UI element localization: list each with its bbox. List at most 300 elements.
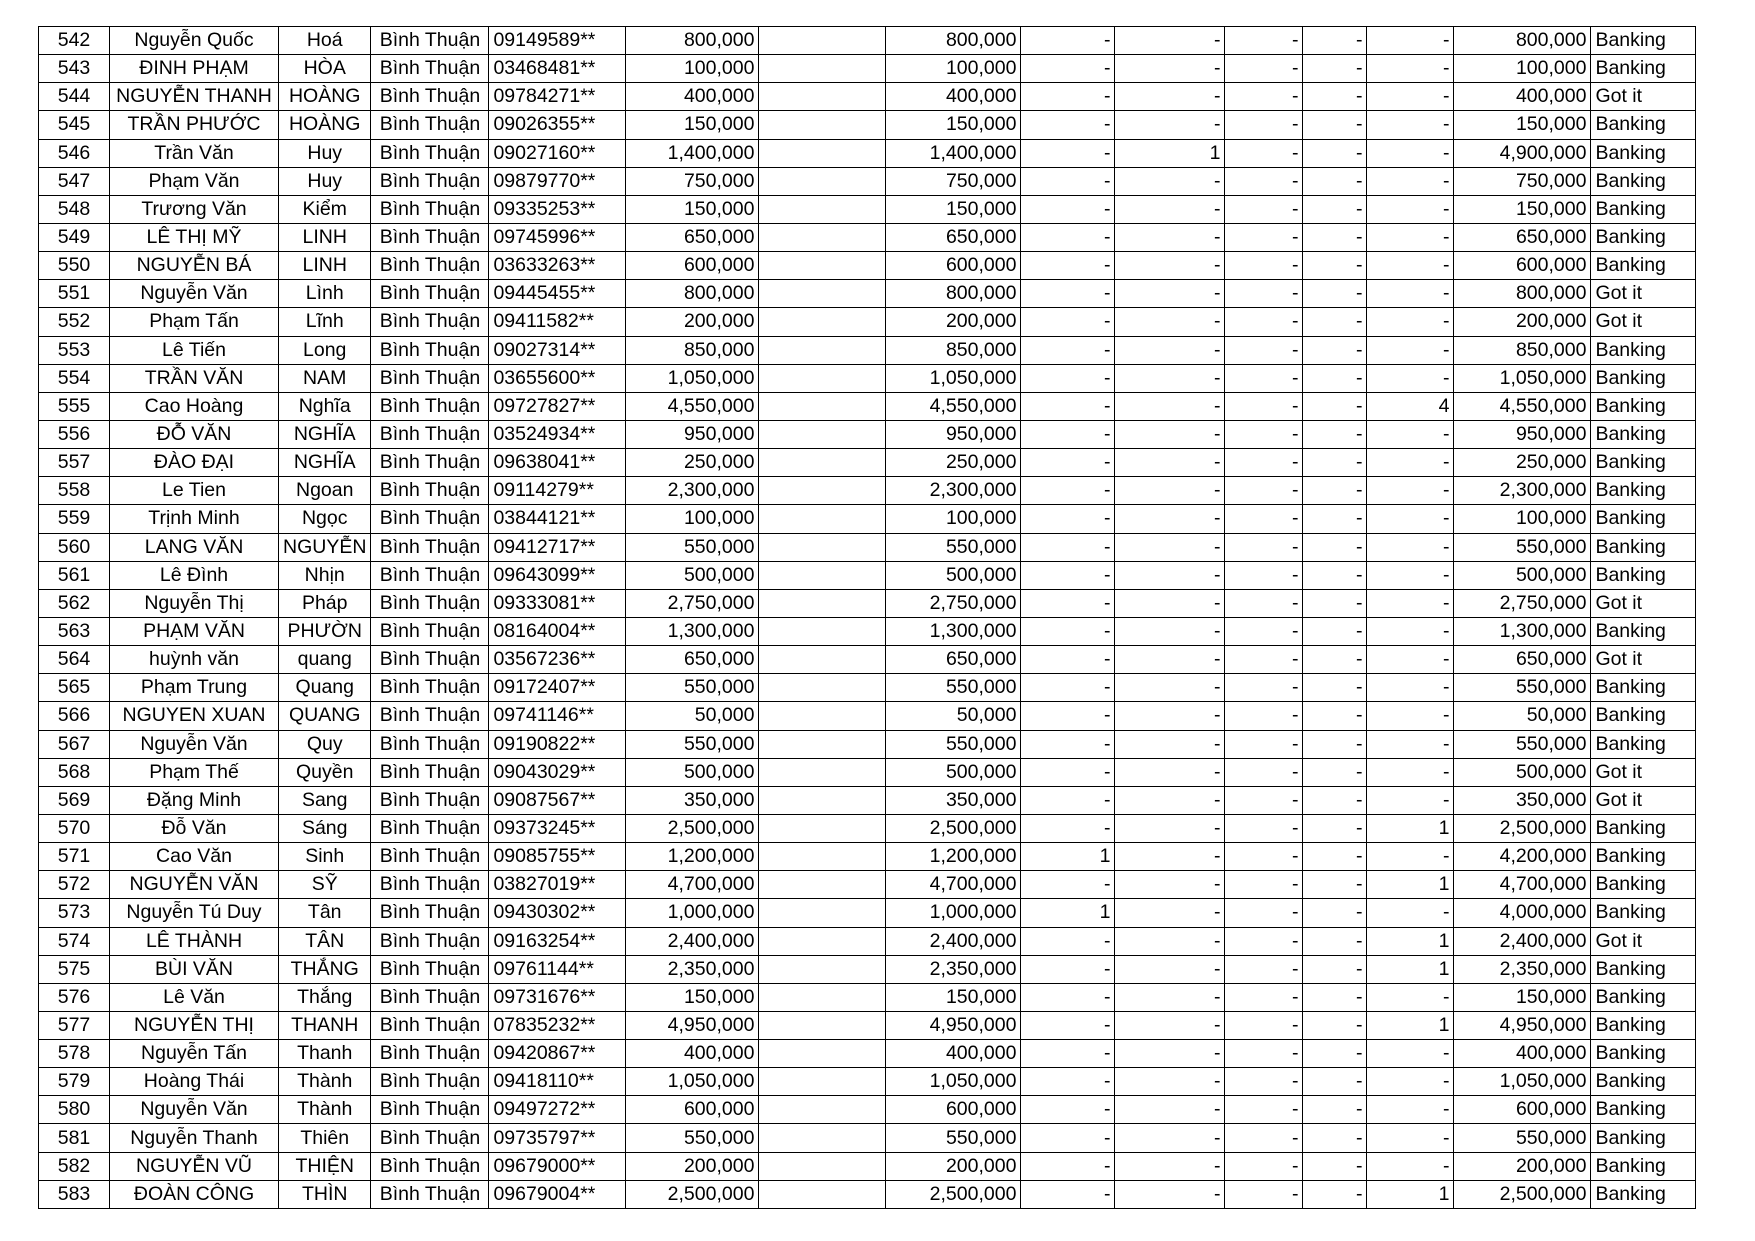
count-cell-2: 1 <box>1115 139 1225 167</box>
count-cell-4: - <box>1303 308 1367 336</box>
surname-cell: TRẦN PHƯỚC <box>110 111 279 139</box>
count-cell-3: - <box>1225 111 1303 139</box>
blank-cell <box>759 477 886 505</box>
count-cell-1: - <box>1021 533 1115 561</box>
phone-cell: 03468481** <box>489 55 626 83</box>
given-name-cell: Long <box>279 336 371 364</box>
count-cell-5: - <box>1367 477 1454 505</box>
count-cell-3: - <box>1225 280 1303 308</box>
phone-cell: 09497272** <box>489 1096 626 1124</box>
province-cell: Bình Thuận <box>371 589 489 617</box>
total-cell: 4,550,000 <box>1454 392 1591 420</box>
total-cell: 400,000 <box>1454 83 1591 111</box>
province-cell: Bình Thuận <box>371 758 489 786</box>
count-cell-5: - <box>1367 83 1454 111</box>
surname-cell: ĐOÀN CÔNG <box>110 1180 279 1208</box>
given-name-cell: Thắng <box>279 983 371 1011</box>
row-number-cell: 574 <box>39 927 110 955</box>
count-cell-4: - <box>1303 871 1367 899</box>
count-cell-3: - <box>1225 1040 1303 1068</box>
amount-cell: 950,000 <box>626 420 759 448</box>
amount-cell: 100,000 <box>626 55 759 83</box>
count-cell-3: - <box>1225 955 1303 983</box>
surname-cell: Hoàng Thái <box>110 1068 279 1096</box>
count-cell-4: - <box>1303 589 1367 617</box>
province-cell: Bình Thuận <box>371 27 489 55</box>
total-cell: 2,350,000 <box>1454 955 1591 983</box>
blank-cell <box>759 983 886 1011</box>
count-cell-3: - <box>1225 392 1303 420</box>
count-cell-3: - <box>1225 561 1303 589</box>
count-cell-2: - <box>1115 280 1225 308</box>
blank-cell <box>759 420 886 448</box>
count-cell-1: - <box>1021 392 1115 420</box>
amount-total-cell: 850,000 <box>886 336 1021 364</box>
count-cell-1: - <box>1021 1152 1115 1180</box>
count-cell-3: - <box>1225 505 1303 533</box>
amount-total-cell: 500,000 <box>886 758 1021 786</box>
blank-cell <box>759 1152 886 1180</box>
payment-method-cell: Banking <box>1591 730 1696 758</box>
count-cell-5: - <box>1367 55 1454 83</box>
total-cell: 1,050,000 <box>1454 364 1591 392</box>
phone-cell: 09335253** <box>489 195 626 223</box>
amount-cell: 400,000 <box>626 1040 759 1068</box>
count-cell-3: - <box>1225 843 1303 871</box>
province-cell: Bình Thuận <box>371 505 489 533</box>
province-cell: Bình Thuận <box>371 646 489 674</box>
count-cell-4: - <box>1303 983 1367 1011</box>
phone-cell: 03633263** <box>489 252 626 280</box>
province-cell: Bình Thuận <box>371 83 489 111</box>
amount-cell: 2,500,000 <box>626 1180 759 1208</box>
payment-method-cell: Banking <box>1591 139 1696 167</box>
phone-cell: 09026355** <box>489 111 626 139</box>
province-cell: Bình Thuận <box>371 702 489 730</box>
surname-cell: BÙI VĂN <box>110 955 279 983</box>
total-cell: 200,000 <box>1454 308 1591 336</box>
amount-cell: 50,000 <box>626 702 759 730</box>
blank-cell <box>759 392 886 420</box>
blank-cell <box>759 674 886 702</box>
count-cell-5: 1 <box>1367 927 1454 955</box>
count-cell-2: - <box>1115 111 1225 139</box>
count-cell-5: - <box>1367 505 1454 533</box>
row-number-cell: 577 <box>39 1011 110 1039</box>
payment-method-cell: Banking <box>1591 1124 1696 1152</box>
surname-cell: Phạm Thế <box>110 758 279 786</box>
given-name-cell: Hoá <box>279 27 371 55</box>
count-cell-4: - <box>1303 139 1367 167</box>
payment-method-cell: Banking <box>1591 392 1696 420</box>
count-cell-4: - <box>1303 814 1367 842</box>
amount-cell: 150,000 <box>626 111 759 139</box>
count-cell-1: - <box>1021 589 1115 617</box>
count-cell-1: - <box>1021 195 1115 223</box>
count-cell-5: - <box>1367 420 1454 448</box>
count-cell-3: - <box>1225 702 1303 730</box>
province-cell: Bình Thuận <box>371 111 489 139</box>
count-cell-2: - <box>1115 871 1225 899</box>
count-cell-2: - <box>1115 786 1225 814</box>
blank-cell <box>759 561 886 589</box>
province-cell: Bình Thuận <box>371 195 489 223</box>
amount-total-cell: 100,000 <box>886 505 1021 533</box>
table-row <box>39 252 1696 280</box>
payment-method-cell: Banking <box>1591 364 1696 392</box>
count-cell-2: - <box>1115 533 1225 561</box>
row-number-cell: 543 <box>39 55 110 83</box>
total-cell: 100,000 <box>1454 55 1591 83</box>
row-number-cell: 578 <box>39 1040 110 1068</box>
total-cell: 600,000 <box>1454 252 1591 280</box>
amount-total-cell: 800,000 <box>886 27 1021 55</box>
amount-total-cell: 200,000 <box>886 1152 1021 1180</box>
count-cell-5: - <box>1367 280 1454 308</box>
table-row <box>39 1152 1696 1180</box>
count-cell-1: - <box>1021 420 1115 448</box>
blank-cell <box>759 646 886 674</box>
blank-cell <box>759 617 886 645</box>
count-cell-5: - <box>1367 1096 1454 1124</box>
count-cell-3: - <box>1225 899 1303 927</box>
blank-cell <box>759 758 886 786</box>
total-cell: 150,000 <box>1454 195 1591 223</box>
count-cell-2: - <box>1115 899 1225 927</box>
row-number-cell: 555 <box>39 392 110 420</box>
count-cell-1: - <box>1021 139 1115 167</box>
phone-cell: 03524934** <box>489 420 626 448</box>
phone-cell: 09087567** <box>489 786 626 814</box>
blank-cell <box>759 111 886 139</box>
row-number-cell: 552 <box>39 308 110 336</box>
amount-cell: 1,400,000 <box>626 139 759 167</box>
amount-total-cell: 4,550,000 <box>886 392 1021 420</box>
count-cell-4: - <box>1303 1068 1367 1096</box>
amount-total-cell: 550,000 <box>886 533 1021 561</box>
count-cell-2: - <box>1115 1068 1225 1096</box>
row-number-cell: 569 <box>39 786 110 814</box>
count-cell-5: - <box>1367 27 1454 55</box>
table-row <box>39 561 1696 589</box>
table-row <box>39 786 1696 814</box>
row-number-cell: 564 <box>39 646 110 674</box>
count-cell-3: - <box>1225 786 1303 814</box>
table-row <box>39 1011 1696 1039</box>
count-cell-4: - <box>1303 223 1367 251</box>
count-cell-1: - <box>1021 1011 1115 1039</box>
total-cell: 4,900,000 <box>1454 139 1591 167</box>
surname-cell: ĐINH PHẠM <box>110 55 279 83</box>
amount-total-cell: 150,000 <box>886 983 1021 1011</box>
count-cell-5: - <box>1367 111 1454 139</box>
count-cell-1: - <box>1021 27 1115 55</box>
row-number-cell: 542 <box>39 27 110 55</box>
amount-cell: 2,350,000 <box>626 955 759 983</box>
given-name-cell: THANH <box>279 1011 371 1039</box>
payment-method-cell: Banking <box>1591 1180 1696 1208</box>
count-cell-4: - <box>1303 83 1367 111</box>
count-cell-1: - <box>1021 1040 1115 1068</box>
table-row <box>39 449 1696 477</box>
table-row <box>39 364 1696 392</box>
amount-total-cell: 800,000 <box>886 280 1021 308</box>
table-row <box>39 477 1696 505</box>
total-cell: 2,750,000 <box>1454 589 1591 617</box>
phone-cell: 09731676** <box>489 983 626 1011</box>
count-cell-3: - <box>1225 477 1303 505</box>
payment-method-cell: Banking <box>1591 871 1696 899</box>
row-number-cell: 572 <box>39 871 110 899</box>
province-cell: Bình Thuận <box>371 674 489 702</box>
blank-cell <box>759 505 886 533</box>
province-cell: Bình Thuận <box>371 843 489 871</box>
count-cell-2: - <box>1115 477 1225 505</box>
surname-cell: Đỗ Văn <box>110 814 279 842</box>
count-cell-2: - <box>1115 646 1225 674</box>
amount-total-cell: 550,000 <box>886 730 1021 758</box>
table-row <box>39 1124 1696 1152</box>
surname-cell: NGUYỄN VŨ <box>110 1152 279 1180</box>
table-row <box>39 702 1696 730</box>
given-name-cell: THẮNG <box>279 955 371 983</box>
count-cell-1: - <box>1021 505 1115 533</box>
province-cell: Bình Thuận <box>371 280 489 308</box>
payment-method-cell: Banking <box>1591 955 1696 983</box>
given-name-cell: NGUYỄN <box>279 533 371 561</box>
count-cell-2: - <box>1115 1040 1225 1068</box>
count-cell-1: - <box>1021 111 1115 139</box>
count-cell-1: - <box>1021 983 1115 1011</box>
count-cell-5: - <box>1367 1124 1454 1152</box>
count-cell-2: - <box>1115 55 1225 83</box>
phone-cell: 09735797** <box>489 1124 626 1152</box>
blank-cell <box>759 336 886 364</box>
surname-cell: ĐỖ VĂN <box>110 420 279 448</box>
total-cell: 50,000 <box>1454 702 1591 730</box>
payment-method-cell: Got it <box>1591 786 1696 814</box>
amount-total-cell: 1,400,000 <box>886 139 1021 167</box>
blank-cell <box>759 927 886 955</box>
count-cell-2: - <box>1115 308 1225 336</box>
phone-cell: 09761144** <box>489 955 626 983</box>
count-cell-3: - <box>1225 139 1303 167</box>
given-name-cell: quang <box>279 646 371 674</box>
payment-method-cell: Banking <box>1591 336 1696 364</box>
amount-cell: 4,700,000 <box>626 871 759 899</box>
province-cell: Bình Thuận <box>371 955 489 983</box>
payment-method-cell: Banking <box>1591 195 1696 223</box>
count-cell-2: - <box>1115 561 1225 589</box>
total-cell: 2,400,000 <box>1454 927 1591 955</box>
row-number-cell: 544 <box>39 83 110 111</box>
phone-cell: 09420867** <box>489 1040 626 1068</box>
given-name-cell: Lình <box>279 280 371 308</box>
table-row <box>39 420 1696 448</box>
amount-cell: 500,000 <box>626 758 759 786</box>
count-cell-5: 1 <box>1367 1180 1454 1208</box>
row-number-cell: 583 <box>39 1180 110 1208</box>
surname-cell: Nguyễn Tấn <box>110 1040 279 1068</box>
row-number-cell: 580 <box>39 1096 110 1124</box>
table-row <box>39 843 1696 871</box>
province-cell: Bình Thuận <box>371 730 489 758</box>
surname-cell: Cao Hoàng <box>110 392 279 420</box>
count-cell-3: - <box>1225 589 1303 617</box>
amount-total-cell: 1,300,000 <box>886 617 1021 645</box>
count-cell-2: - <box>1115 252 1225 280</box>
count-cell-1: - <box>1021 786 1115 814</box>
table-row <box>39 27 1696 55</box>
table-row <box>39 617 1696 645</box>
surname-cell: Trần Văn <box>110 139 279 167</box>
count-cell-2: - <box>1115 955 1225 983</box>
amount-total-cell: 650,000 <box>886 646 1021 674</box>
count-cell-5: - <box>1367 336 1454 364</box>
table-row <box>39 1096 1696 1124</box>
amount-cell: 600,000 <box>626 1096 759 1124</box>
phone-cell: 03655600** <box>489 364 626 392</box>
count-cell-5: - <box>1367 364 1454 392</box>
given-name-cell: Sang <box>279 786 371 814</box>
table-row <box>39 674 1696 702</box>
row-number-cell: 550 <box>39 252 110 280</box>
payment-table <box>38 26 1696 1209</box>
surname-cell: LÊ THỊ MỸ <box>110 223 279 251</box>
province-cell: Bình Thuận <box>371 55 489 83</box>
table-row <box>39 871 1696 899</box>
blank-cell <box>759 730 886 758</box>
blank-cell <box>759 139 886 167</box>
surname-cell: Nguyễn Thanh <box>110 1124 279 1152</box>
total-cell: 4,000,000 <box>1454 899 1591 927</box>
surname-cell: Lê Văn <box>110 983 279 1011</box>
province-cell: Bình Thuận <box>371 1124 489 1152</box>
total-cell: 350,000 <box>1454 786 1591 814</box>
count-cell-5: 1 <box>1367 955 1454 983</box>
amount-cell: 2,400,000 <box>626 927 759 955</box>
count-cell-5: - <box>1367 983 1454 1011</box>
blank-cell <box>759 1040 886 1068</box>
count-cell-4: - <box>1303 955 1367 983</box>
total-cell: 500,000 <box>1454 561 1591 589</box>
row-number-cell: 571 <box>39 843 110 871</box>
count-cell-2: - <box>1115 1011 1225 1039</box>
payment-method-cell: Banking <box>1591 983 1696 1011</box>
phone-cell: 09745996** <box>489 223 626 251</box>
given-name-cell: NGHĨA <box>279 420 371 448</box>
blank-cell <box>759 449 886 477</box>
payment-method-cell: Banking <box>1591 1068 1696 1096</box>
given-name-cell: Thành <box>279 1096 371 1124</box>
payment-method-cell: Got it <box>1591 308 1696 336</box>
table-row <box>39 392 1696 420</box>
count-cell-2: - <box>1115 223 1225 251</box>
surname-cell: huỳnh văn <box>110 646 279 674</box>
phone-cell: 09190822** <box>489 730 626 758</box>
count-cell-1: - <box>1021 730 1115 758</box>
province-cell: Bình Thuận <box>371 420 489 448</box>
count-cell-1: - <box>1021 927 1115 955</box>
province-cell: Bình Thuận <box>371 561 489 589</box>
given-name-cell: Sinh <box>279 843 371 871</box>
phone-cell: 09411582** <box>489 308 626 336</box>
amount-total-cell: 100,000 <box>886 55 1021 83</box>
given-name-cell: Pháp <box>279 589 371 617</box>
count-cell-3: - <box>1225 1068 1303 1096</box>
phone-cell: 09373245** <box>489 814 626 842</box>
row-number-cell: 561 <box>39 561 110 589</box>
payment-method-cell: Banking <box>1591 533 1696 561</box>
count-cell-2: - <box>1115 1124 1225 1152</box>
row-number-cell: 570 <box>39 814 110 842</box>
count-cell-4: - <box>1303 449 1367 477</box>
amount-cell: 550,000 <box>626 1124 759 1152</box>
blank-cell <box>759 195 886 223</box>
count-cell-1: - <box>1021 617 1115 645</box>
phone-cell: 09027160** <box>489 139 626 167</box>
total-cell: 600,000 <box>1454 1096 1591 1124</box>
count-cell-4: - <box>1303 674 1367 702</box>
amount-cell: 350,000 <box>626 786 759 814</box>
blank-cell <box>759 27 886 55</box>
given-name-cell: Ngọc <box>279 505 371 533</box>
payment-method-cell: Got it <box>1591 758 1696 786</box>
count-cell-1: - <box>1021 646 1115 674</box>
count-cell-5: 4 <box>1367 392 1454 420</box>
total-cell: 750,000 <box>1454 167 1591 195</box>
amount-cell: 2,500,000 <box>626 814 759 842</box>
count-cell-1: - <box>1021 1180 1115 1208</box>
amount-cell: 550,000 <box>626 533 759 561</box>
amount-cell: 500,000 <box>626 561 759 589</box>
payment-method-cell: Banking <box>1591 477 1696 505</box>
surname-cell: Đặng Minh <box>110 786 279 814</box>
payment-method-cell: Banking <box>1591 505 1696 533</box>
count-cell-4: - <box>1303 927 1367 955</box>
payment-method-cell: Banking <box>1591 252 1696 280</box>
count-cell-3: - <box>1225 223 1303 251</box>
count-cell-3: - <box>1225 1124 1303 1152</box>
amount-cell: 850,000 <box>626 336 759 364</box>
count-cell-3: - <box>1225 1180 1303 1208</box>
row-number-cell: 558 <box>39 477 110 505</box>
total-cell: 500,000 <box>1454 758 1591 786</box>
count-cell-5: - <box>1367 1152 1454 1180</box>
count-cell-4: - <box>1303 617 1367 645</box>
surname-cell: Nguyễn Thị <box>110 589 279 617</box>
phone-cell: 09149589** <box>489 27 626 55</box>
province-cell: Bình Thuận <box>371 139 489 167</box>
count-cell-2: - <box>1115 702 1225 730</box>
count-cell-5: - <box>1367 449 1454 477</box>
count-cell-3: - <box>1225 1011 1303 1039</box>
row-number-cell: 563 <box>39 617 110 645</box>
amount-cell: 650,000 <box>626 646 759 674</box>
table-row <box>39 83 1696 111</box>
province-cell: Bình Thuận <box>371 899 489 927</box>
row-number-cell: 566 <box>39 702 110 730</box>
count-cell-4: - <box>1303 1180 1367 1208</box>
amount-cell: 200,000 <box>626 308 759 336</box>
given-name-cell: LINH <box>279 223 371 251</box>
count-cell-2: - <box>1115 1180 1225 1208</box>
amount-total-cell: 2,500,000 <box>886 814 1021 842</box>
total-cell: 850,000 <box>1454 336 1591 364</box>
phone-cell: 03827019** <box>489 871 626 899</box>
total-cell: 650,000 <box>1454 223 1591 251</box>
surname-cell: LÊ THÀNH <box>110 927 279 955</box>
